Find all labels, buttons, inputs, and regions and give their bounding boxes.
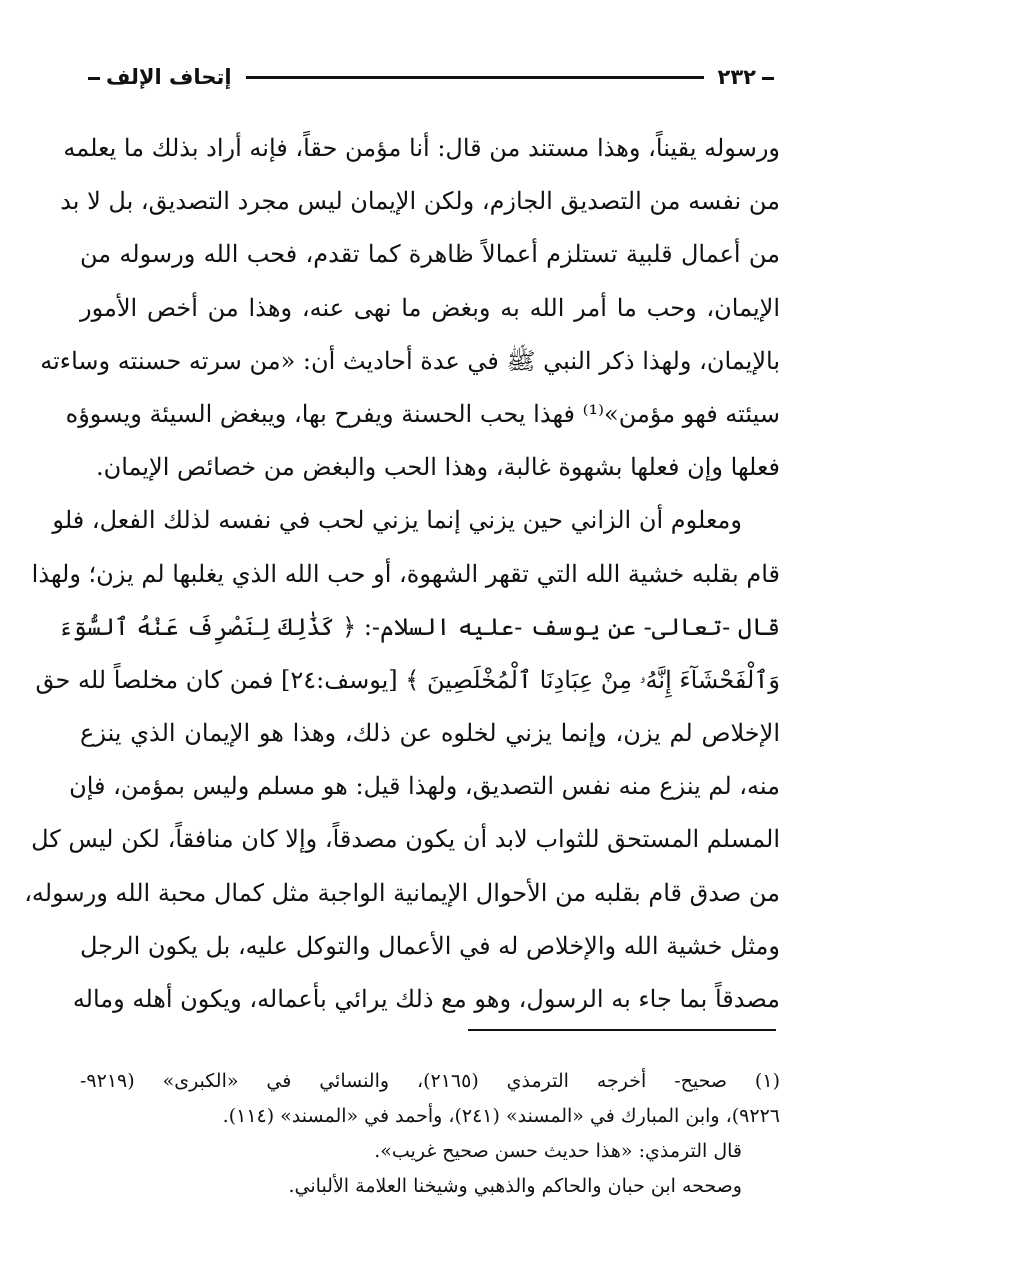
footnote-line: ٩٢٢٦)، وابن المبارك في «المسند» (٢٤١)، وأحمد في «المسند» (١١٤). [222, 1105, 780, 1127]
text-line: منه، لم ينزع منه نفس التصديق، ولهذا قيل: هو مسلم وليس بمؤمن، فإن [69, 772, 780, 801]
text-line: ومثل خشية الله والإخلاص له في الأعمال والتوكل عليه، بل يكون الرجل [80, 931, 780, 960]
footnote-line: قال الترمذي: «هذا حديث حسن صحيح غريب». [374, 1140, 742, 1162]
page-number [718, 62, 780, 92]
header-dash [762, 77, 774, 80]
text-line: بالإيمان، ولهذا ذكر النبي ﷺ في عدة أحاديث أن: «من سرته حسنته وساءته [40, 346, 780, 375]
text-line: فعلها وإن فعلها بشهوة غالبة، وهذا الحب والبغض من خصائص الإيمان. [95, 453, 780, 482]
page-header [82, 62, 780, 92]
text-line: وَٱلْفَحْشَآءَ إِنَّهُۥ مِنْ عِبَادِنَا ٱلْمُخْلَصِينَ ﴾ [يوسف:٢٤] فمن كان مخلصاً لله حق [35, 665, 780, 694]
footnote-line: (١) صحيح- أخرجه الترمذي (٢١٦٥)، والنسائي في «الكبرى» (٩٢١٩- [80, 1070, 780, 1092]
text-line: قال -تعالى- عن يوسف -عليه السلام-: ﴿ كَذَٰلِكَ لِنَصْرِفَ عَنْهُ ٱلسُّوٓءَ [58, 612, 780, 641]
footnotes [80, 1064, 780, 1204]
footnote-line: وصححه ابن حبان والحاكم والذهبي وشيخنا العلامة الألباني. [288, 1175, 742, 1197]
header-rule [246, 76, 704, 79]
text-line: ورسوله يقيناً، وهذا مستند من قال: أنا مؤمن حقاً، فإنه أراد بذلك ما يعلمه [63, 134, 780, 162]
text-line: سيئته فهو مؤمن»⁽¹⁾ فهذا يحب الحسنة ويفرح بها، ويبغض السيئة ويسوؤه [65, 399, 780, 428]
text-line: من نفسه من التصديق الجازم، ولكن الإيمان ليس مجرد التصديق، بل لا بد [60, 187, 780, 216]
text-line: ومعلوم أن الزاني حين يزني إنما يزني لحب في نفسه لذلك الفعل، فلو [52, 506, 742, 535]
page-number-text: ٢٣٢ [717, 65, 756, 89]
header-dash [88, 77, 100, 80]
text-line: المسلم المستحق للثواب لابد أن يكون مصدقاً، وإلا كان منافقاً، لكن ليس كل [31, 825, 780, 854]
text-line: من صدق قام بقلبه من الأحوال الإيمانية الواجبة مثل كمال محبة الله ورسوله، [24, 878, 780, 907]
text-line: الإخلاص لم يزن، وإنما يزني لخلوه عن ذلك، وهذا هو الإيمان الذي ينزع [80, 719, 780, 748]
text-line: مصدقاً بما جاء به الرسول، وهو مع ذلك يرائي بأعماله، ويكون أهله وماله [72, 985, 780, 1013]
text-line: قام بقلبه خشية الله التي تقهر الشهوة، أو حب الله الذي يغلبها لم يزن؛ ولهذا [31, 559, 780, 588]
body-text [24, 122, 780, 1026]
text-line: الإيمان، وحب ما أمر الله به وبغض ما نهى عنه، وهذا من أخص الأمور [80, 293, 780, 322]
book-title-text: إتحاف الإلف [106, 65, 232, 89]
footnote-separator [468, 1029, 776, 1031]
text-line: من أعمال قلبية تستلزم أعمالاً ظاهرة كما تقدم، فحب الله ورسوله من [80, 240, 780, 269]
book-title [82, 62, 232, 92]
